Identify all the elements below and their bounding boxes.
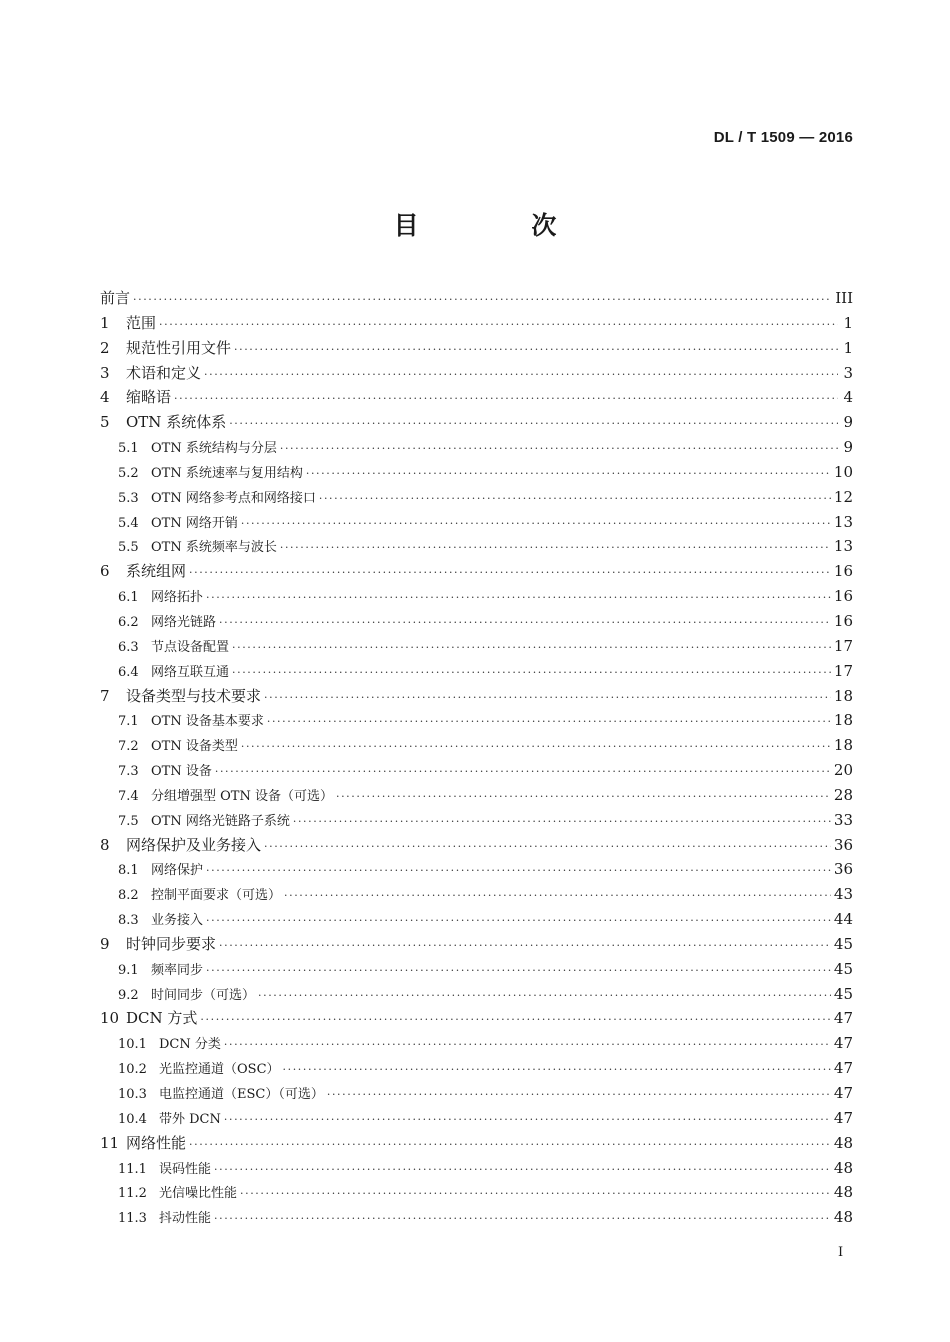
toc-entry[interactable]	[100, 857, 853, 882]
toc-entry-label: OTN 系统速率与复用结构	[151, 465, 303, 481]
toc-entry[interactable]	[100, 559, 853, 584]
toc-entry-label: OTN 网络光链路子系统	[151, 813, 290, 829]
toc-entry-number: 6.2	[118, 614, 139, 630]
dot-leader	[284, 884, 831, 909]
toc-entry-page: 28	[833, 785, 853, 804]
toc-entry-number: 5.4	[118, 515, 139, 531]
toc-entry-page: 16	[833, 611, 853, 630]
toc-entry-page: 18	[833, 686, 853, 705]
dot-leader	[206, 959, 831, 984]
toc-entry-label: 术语和定义	[126, 363, 202, 382]
toc-entry[interactable]	[100, 1106, 853, 1131]
toc-entry-number: 11	[100, 1133, 120, 1152]
toc-entry-number: 1	[100, 313, 110, 332]
toc-entry-label: OTN 系统结构与分层	[151, 441, 277, 457]
toc-entry-label: 分组增强型 OTN 设备（可选）	[151, 788, 333, 804]
toc-entry-page: 48	[833, 1208, 853, 1227]
toc-entry-label: 业务接入	[151, 913, 204, 929]
toc-entry-page: 18	[833, 711, 853, 730]
dot-leader	[293, 810, 831, 835]
toc-entry-page: 9	[843, 438, 853, 457]
toc-entry[interactable]	[100, 982, 853, 1007]
toc-entry-label: 规范性引用文件	[126, 338, 232, 357]
toc-entry-label: 时钟同步要求	[126, 934, 217, 953]
toc-entry-label: 系统组网	[126, 562, 187, 581]
toc-entry-page: 13	[833, 537, 853, 556]
dot-leader	[232, 661, 831, 686]
dot-leader	[229, 412, 838, 437]
toc-entry-label: 控制平面要求（可选）	[151, 888, 282, 904]
toc-entry[interactable]	[100, 808, 853, 833]
toc-entry-number: 7.1	[118, 714, 139, 730]
page-title: 目 次	[393, 211, 609, 240]
toc-entry[interactable]	[100, 485, 853, 510]
dot-leader	[240, 1182, 831, 1207]
dot-leader	[219, 934, 831, 959]
toc-entry-page: 48	[833, 1158, 853, 1177]
toc-entry-page: 36	[833, 835, 853, 854]
toc-entry-page: 16	[833, 562, 853, 581]
toc-entry-number: 7	[100, 686, 110, 705]
toc-entry-label: 网络保护及业务接入	[126, 835, 262, 854]
dot-leader	[258, 984, 831, 1009]
toc-entry-number: 8.3	[118, 913, 139, 929]
toc-entry-number: 5	[100, 413, 110, 432]
toc-entry-page: 9	[843, 413, 853, 432]
toc-entry-page: 33	[833, 810, 853, 829]
toc-entry-label: 时间同步（可选）	[151, 987, 256, 1003]
dot-leader	[189, 1133, 831, 1158]
toc-entry-number: 2	[100, 338, 110, 357]
toc-entry-number: 7.4	[118, 788, 139, 804]
toc-entry-number: 5.5	[118, 540, 139, 556]
toc-entry[interactable]	[100, 833, 853, 858]
toc-entry-page: III	[835, 289, 853, 307]
toc-entry-label: 抖动性能	[159, 1211, 212, 1227]
dot-leader	[214, 1158, 831, 1183]
dot-leader	[264, 835, 831, 860]
toc-entry-number: 7.2	[118, 739, 139, 755]
toc-entry[interactable]	[100, 957, 853, 982]
toc-entry-page: 47	[833, 1084, 853, 1102]
dot-leader	[204, 363, 838, 388]
dot-leader	[241, 512, 831, 537]
toc-entry-page: 10	[833, 462, 853, 481]
toc-entry-page: 12	[833, 487, 853, 506]
dot-leader	[215, 760, 831, 785]
page-number: I	[838, 1245, 844, 1260]
toc-entry-page: 17	[833, 636, 853, 655]
toc-entry-page: 43	[833, 885, 853, 904]
toc-entry-label: OTN 设备基本要求	[151, 714, 264, 730]
toc-entry-label: 范围	[126, 313, 157, 332]
dot-leader	[280, 536, 831, 561]
toc-entry-label: OTN 网络参考点和网络接口	[151, 490, 316, 506]
dot-leader	[224, 1108, 831, 1133]
dot-leader	[206, 586, 831, 611]
dot-leader	[232, 636, 831, 661]
toc-entry-label: 设备类型与技术要求	[126, 686, 262, 705]
toc-entry[interactable]	[100, 1056, 853, 1081]
toc-entry-label: 网络光链路	[151, 614, 217, 630]
toc-entry-number: 6.1	[118, 590, 139, 606]
dot-leader	[283, 1058, 831, 1083]
toc-entry[interactable]	[100, 435, 853, 460]
toc-entry-number: 5.1	[118, 441, 139, 457]
toc-entry-label: 网络保护	[151, 863, 204, 879]
toc-entry[interactable]	[100, 932, 853, 957]
toc-entry-number: 5.2	[118, 465, 139, 481]
toc-entry[interactable]	[100, 336, 853, 361]
dot-leader	[133, 288, 832, 313]
toc-entry-page: 45	[833, 934, 853, 953]
toc-entry-page: 44	[833, 910, 853, 929]
toc-entry-page: 13	[833, 512, 853, 531]
dot-leader	[214, 1207, 831, 1232]
toc-entry-number: 9	[100, 934, 110, 953]
toc-entry-number: 9.2	[118, 987, 139, 1003]
toc-entry-label: 频率同步	[151, 962, 204, 978]
dot-leader	[200, 1008, 831, 1033]
dot-leader	[241, 735, 831, 760]
toc-entry[interactable]	[100, 1081, 853, 1106]
toc-entry[interactable]	[100, 733, 853, 758]
dot-leader	[206, 859, 831, 884]
dot-leader	[267, 710, 831, 735]
toc-entry-number: 3	[100, 363, 110, 382]
toc-entry-label: OTN 设备类型	[151, 739, 238, 755]
dot-leader	[319, 487, 831, 512]
toc-entry-number: 9.1	[118, 962, 139, 978]
toc-entry-label: 节点设备配置	[151, 639, 230, 655]
dot-leader	[219, 611, 831, 636]
toc-entry-label: 光监控通道（OSC）	[159, 1062, 280, 1078]
dot-leader	[159, 313, 838, 338]
toc-entry-label: 网络互联互通	[151, 664, 230, 680]
toc-entry-label: 缩略语	[126, 388, 172, 407]
toc-entry-page: 4	[843, 388, 853, 407]
toc-entry-number: 8.1	[118, 863, 139, 879]
toc-entry-page: 47	[833, 1108, 853, 1127]
toc-entry[interactable]	[100, 410, 853, 435]
toc-entry-label: 前言	[100, 289, 131, 307]
toc-entry-number: 4	[100, 388, 110, 407]
toc-entry-number: 6	[100, 562, 110, 581]
dot-leader	[280, 437, 838, 462]
toc-entry-page: 1	[843, 338, 853, 357]
toc-entry-label: OTN 设备	[151, 764, 212, 780]
standard-code: DL / T 1509 — 2016	[713, 129, 853, 146]
toc-entry-page: 48	[833, 1133, 853, 1152]
toc-entry-number: 7.3	[118, 764, 139, 780]
toc-entry-number: 8.2	[118, 888, 139, 904]
toc-entry-label: 光信噪比性能	[159, 1186, 238, 1202]
toc-entry-label: DCN 分类	[159, 1037, 221, 1053]
toc-entry[interactable]	[100, 534, 853, 559]
toc-entry-page: 17	[833, 661, 853, 680]
toc-entry-page: 48	[833, 1183, 853, 1202]
toc-entry[interactable]	[100, 361, 853, 386]
toc-entry-page: 47	[833, 1034, 853, 1053]
toc-entry-label: 误码性能	[159, 1161, 212, 1177]
toc-entry-page: 3	[843, 363, 853, 382]
toc-entry[interactable]	[100, 510, 853, 535]
dot-leader	[174, 387, 838, 412]
dot-leader	[234, 338, 838, 363]
dot-leader	[224, 1033, 831, 1058]
toc-entry-label: 电监控通道（ESC）（可选）	[159, 1087, 324, 1102]
dot-leader	[327, 1083, 831, 1108]
toc-entry-number: 10.1	[118, 1037, 147, 1053]
toc-entry-label: OTN 网络开销	[151, 515, 238, 531]
toc-entry[interactable]	[100, 286, 853, 311]
table-of-contents	[100, 286, 853, 1230]
dot-leader	[206, 909, 831, 934]
dot-leader	[336, 785, 831, 810]
toc-entry-page: 20	[833, 761, 853, 780]
toc-entry-page: 16	[833, 587, 853, 606]
toc-entry[interactable]	[100, 1156, 853, 1181]
toc-entry-number: 11.2	[118, 1186, 147, 1202]
toc-entry-label: 带外 DCN	[159, 1111, 221, 1127]
toc-entry-number: 11.1	[118, 1161, 147, 1177]
toc-entry-number: 7.5	[118, 813, 139, 829]
toc-entry[interactable]	[100, 684, 853, 709]
toc-entry[interactable]	[100, 1180, 853, 1205]
toc-entry-number: 6.4	[118, 664, 139, 680]
toc-entry[interactable]	[100, 609, 853, 634]
toc-entry-number: 6.3	[118, 639, 139, 655]
toc-entry[interactable]	[100, 708, 853, 733]
toc-entry-number: 11.3	[118, 1211, 147, 1227]
toc-entry[interactable]	[100, 907, 853, 932]
toc-entry-page: 47	[833, 1009, 853, 1028]
dot-leader	[306, 462, 831, 487]
toc-entry[interactable]	[100, 659, 853, 684]
toc-entry-label: DCN 方式	[126, 1009, 198, 1028]
toc-entry[interactable]	[100, 385, 853, 410]
toc-entry-number: 10.2	[118, 1062, 147, 1078]
toc-entry-page: 36	[833, 860, 853, 879]
dot-leader	[264, 686, 831, 711]
toc-entry-label: 网络拓扑	[151, 590, 204, 606]
toc-entry-number: 10	[100, 1009, 120, 1028]
toc-entry-page: 45	[833, 959, 853, 978]
dot-leader	[189, 561, 831, 586]
toc-entry[interactable]	[100, 1031, 853, 1056]
toc-entry-page: 47	[833, 1059, 853, 1078]
toc-entry[interactable]	[100, 1006, 853, 1031]
toc-entry-number: 5.3	[118, 490, 139, 506]
toc-entry[interactable]	[100, 882, 853, 907]
toc-entry-label: OTN 系统体系	[126, 413, 227, 432]
toc-entry-number: 10.4	[118, 1111, 147, 1127]
toc-entry-page: 1	[843, 313, 853, 332]
toc-entry-number: 10.3	[118, 1087, 147, 1102]
toc-entry[interactable]	[100, 311, 853, 336]
toc-entry[interactable]	[100, 758, 853, 783]
toc-entry[interactable]	[100, 783, 853, 808]
toc-entry[interactable]	[100, 634, 853, 659]
toc-entry[interactable]	[100, 1131, 853, 1156]
toc-entry-number: 8	[100, 835, 110, 854]
toc-entry[interactable]	[100, 1205, 853, 1230]
toc-entry-page: 18	[833, 736, 853, 755]
toc-entry-label: 网络性能	[126, 1133, 187, 1152]
toc-entry[interactable]	[100, 584, 853, 609]
toc-entry-page: 45	[833, 984, 853, 1003]
toc-entry[interactable]	[100, 460, 853, 485]
toc-entry-label: OTN 系统频率与波长	[151, 540, 277, 556]
